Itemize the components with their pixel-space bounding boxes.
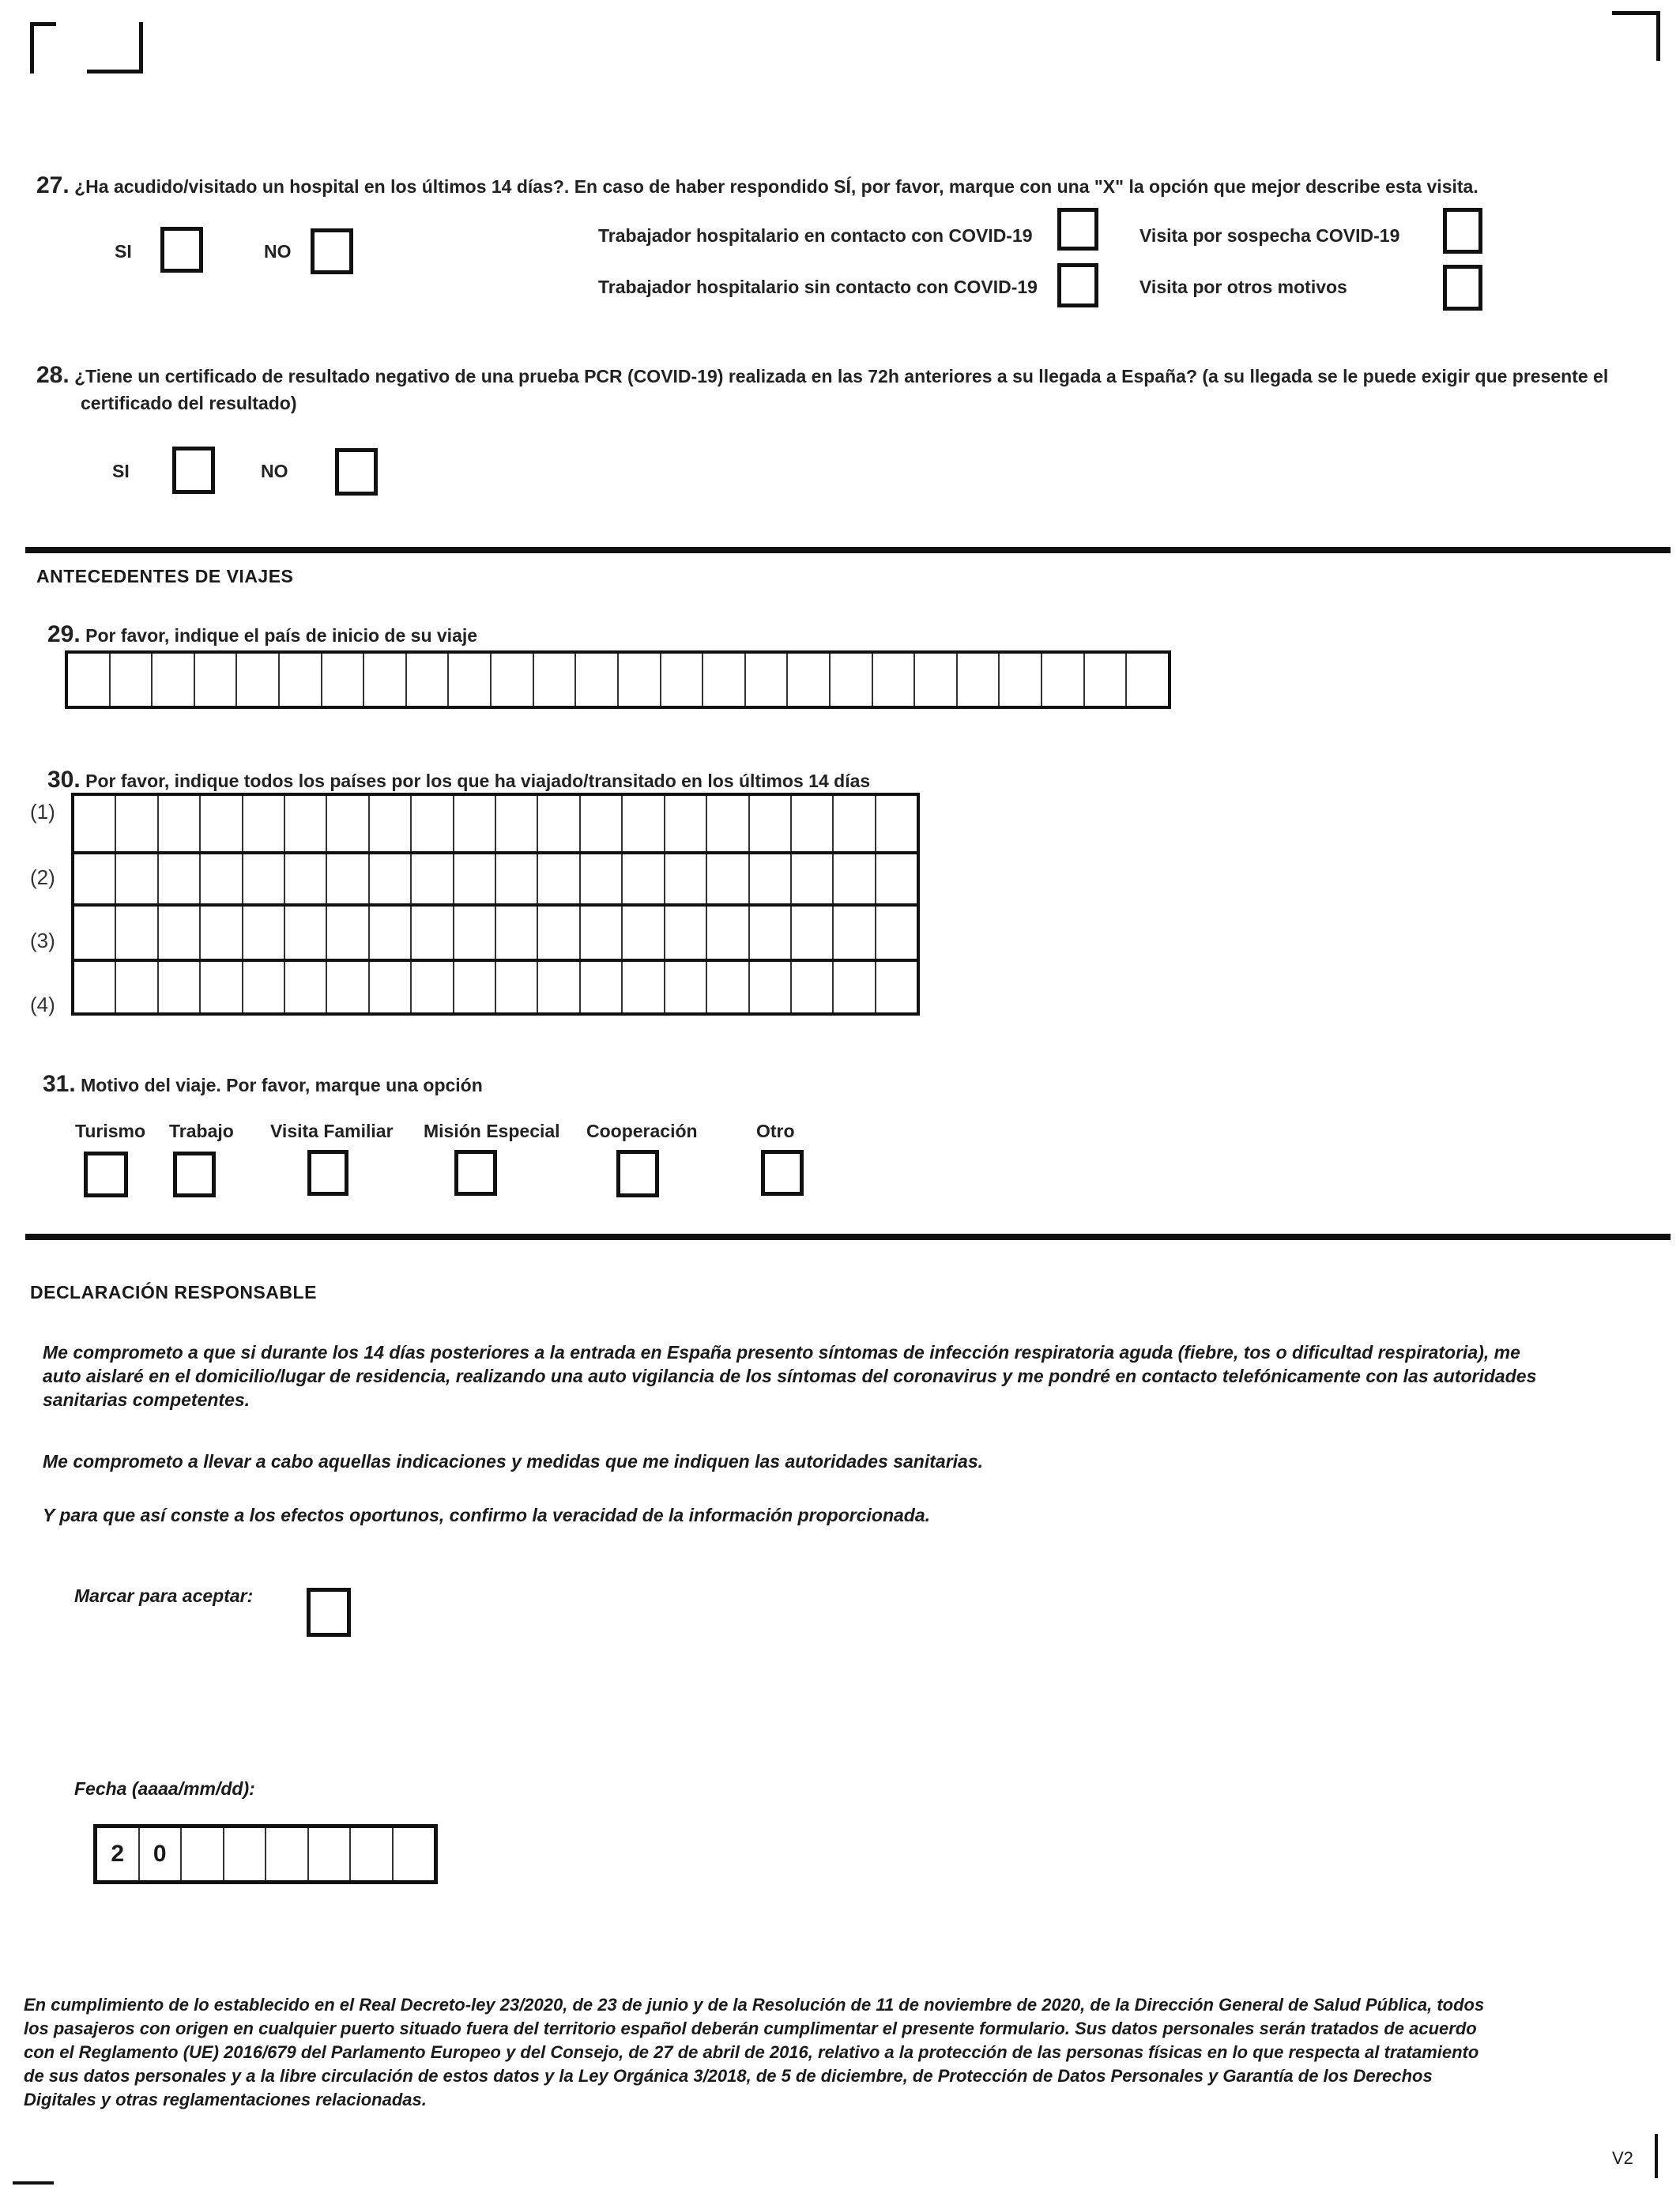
grid-cell[interactable]: [746, 654, 789, 706]
grid-cell[interactable]: [623, 796, 665, 851]
q30-row-label-3: (3): [30, 929, 55, 952]
grid-cell[interactable]: [496, 854, 538, 903]
q31-option-other: Otro: [756, 1121, 795, 1141]
grid-cell[interactable]: [876, 907, 917, 959]
q30-country-input-grid-4[interactable]: [71, 959, 920, 1016]
grid-cell[interactable]: [792, 854, 834, 903]
declaration-para3: Y para que así conste a los efectos oportunos, confirmo la veracidad de la información proporcionada.: [43, 1505, 931, 1525]
grid-cell[interactable]: [792, 796, 834, 851]
q28-no-checkbox[interactable]: [335, 448, 378, 496]
grid-cell[interactable]: [831, 654, 873, 706]
grid-cell[interactable]: [623, 907, 665, 959]
q31-option-work-checkbox[interactable]: [173, 1152, 216, 1197]
date-label: Fecha (aaaa/mm/dd):: [74, 1778, 255, 1799]
grid-cell[interactable]: [68, 654, 111, 706]
date-digit-cell[interactable]: [309, 1828, 352, 1880]
corner-mark-bottom-left: [13, 2181, 54, 2185]
date-digit-cell[interactable]: [224, 1828, 267, 1880]
grid-cell[interactable]: [581, 907, 623, 959]
grid-cell[interactable]: [665, 796, 707, 851]
q29-country-input-grid[interactable]: [65, 650, 1171, 709]
date-digit-cell[interactable]: 0: [140, 1828, 183, 1880]
q30-row-label-4: (4): [30, 993, 55, 1016]
grid-cell[interactable]: [619, 654, 661, 706]
grid-cell[interactable]: [159, 962, 201, 1012]
travel-section-title: ANTECEDENTES DE VIAJES: [36, 566, 294, 586]
grid-cell[interactable]: [370, 854, 412, 903]
grid-cell[interactable]: [665, 854, 707, 903]
grid-cell[interactable]: [873, 654, 916, 706]
legal-line1: En cumplimiento de lo establecido en el Real Decreto-ley 23/2020, de 23 de junio y de la Resolución de 11 de noviembre de 2020, de la Dirección General de Salud Pública, todos: [24, 1995, 1485, 2015]
q28-no-label: NO: [261, 461, 288, 481]
grid-cell[interactable]: [707, 854, 749, 903]
q27-text: ¿Ha acudido/visitado un hospital en los últimos 14 días?. En caso de haber respondido SÍ, por favor, marque con una "X" la opción que mejor describe esta visita.: [74, 176, 1478, 197]
grid-cell[interactable]: [201, 796, 243, 851]
q29-number: 29.: [47, 621, 81, 647]
q27-question: [36, 172, 1478, 199]
grid-cell[interactable]: [661, 654, 704, 706]
grid-cell[interactable]: [534, 654, 577, 706]
grid-cell[interactable]: [703, 654, 746, 706]
grid-cell[interactable]: [454, 854, 496, 903]
grid-cell[interactable]: [876, 962, 917, 1012]
grid-cell[interactable]: [116, 796, 158, 851]
legal-line5: Digitales y otras reglamentaciones relacionadas.: [24, 2090, 427, 2109]
grid-cell[interactable]: [243, 796, 285, 851]
grid-cell[interactable]: [496, 796, 538, 851]
grid-cell[interactable]: [581, 796, 623, 851]
grid-cell[interactable]: [74, 907, 116, 959]
grid-cell[interactable]: [915, 654, 958, 706]
q31-text: Motivo del viaje. Por favor, marque una opción: [81, 1075, 483, 1095]
q30-country-input-grid-1[interactable]: [71, 793, 920, 854]
q27-yes-label: SI: [115, 241, 132, 262]
grid-cell[interactable]: [581, 854, 623, 903]
grid-cell[interactable]: [370, 907, 412, 959]
grid-cell[interactable]: [159, 854, 201, 903]
grid-cell[interactable]: [792, 907, 834, 959]
q30-country-input-grid-2[interactable]: [71, 851, 920, 907]
grid-cell[interactable]: [322, 654, 365, 706]
q30-row-label-2: (2): [30, 865, 55, 889]
q31-option-special: Misión Especial: [424, 1121, 560, 1141]
grid-cell[interactable]: [243, 907, 285, 959]
grid-cell[interactable]: [834, 962, 876, 1012]
corner-mark-top-right: [1612, 11, 1660, 61]
declaration-para1-line1: Me comprometo a que si durante los 14 días posteriores a la entrada en España presento síntomas de infección respiratoria aguda (fiebre, tos o dificultad respiratoria), me: [43, 1342, 1520, 1363]
date-digit-cell[interactable]: [182, 1828, 224, 1880]
q30-text: Por favor, indique todos los países por los que ha viajado/transitado en los últimos 14 días: [85, 771, 871, 791]
q31-option-cooperation-checkbox[interactable]: [616, 1150, 659, 1197]
grid-cell[interactable]: [1042, 654, 1085, 706]
grid-cell[interactable]: [623, 962, 665, 1012]
grid-cell[interactable]: [195, 654, 238, 706]
q30-row-label-1: (1): [30, 800, 55, 824]
grid-cell[interactable]: [707, 907, 749, 959]
corner-mark-bottom-right: [1644, 2134, 1658, 2178]
corner-mark-top-left-2: [87, 22, 143, 74]
grid-cell[interactable]: [750, 962, 792, 1012]
date-digit-cell[interactable]: [394, 1828, 435, 1880]
q31-option-family: Visita Familiar: [270, 1121, 394, 1141]
version-label: V2: [1612, 2148, 1633, 2168]
legal-line2: los pasajeros con origen en cualquier puerto situado fuera del territorio español deberán cumplimentar el presente formulario. Sus datos personales serán tratados de acuerdo: [24, 2019, 1477, 2038]
grid-cell[interactable]: [623, 854, 665, 903]
declaration-para1-line3: sanitarias competentes.: [43, 1389, 250, 1410]
q28-line2: certificado del resultado): [81, 393, 297, 413]
q27-option-other: Visita por otros motivos: [1139, 277, 1347, 297]
q30-country-input-grid-3[interactable]: [71, 903, 920, 962]
q29-text: Por favor, indique el país de inicio de su viaje: [85, 625, 478, 646]
section-divider-2: [25, 1234, 1671, 1240]
grid-cell[interactable]: [665, 907, 707, 959]
grid-cell[interactable]: [496, 962, 538, 1012]
grid-cell[interactable]: [74, 854, 116, 903]
grid-cell[interactable]: [538, 854, 580, 903]
grid-cell[interactable]: [665, 962, 707, 1012]
q28-line1: ¿Tiene un certificado de resultado negativo de una prueba PCR (COVID-19) realizada en las 72h anteriores a su llegada a España? (a su llegada se le puede exigir que presente el: [74, 366, 1609, 386]
grid-cell[interactable]: [707, 962, 749, 1012]
grid-cell[interactable]: [538, 907, 580, 959]
grid-cell[interactable]: [243, 854, 285, 903]
grid-cell[interactable]: [707, 796, 749, 851]
q27-option-suspicion-checkbox[interactable]: [1443, 208, 1482, 254]
grid-cell[interactable]: [285, 907, 327, 959]
grid-cell[interactable]: [159, 796, 201, 851]
grid-cell[interactable]: [834, 854, 876, 903]
grid-cell[interactable]: [111, 654, 153, 706]
q31-number: 31.: [43, 1071, 76, 1097]
q30-question: [47, 767, 870, 794]
grid-cell[interactable]: [492, 654, 534, 706]
grid-cell[interactable]: [74, 796, 116, 851]
q28-number: 28.: [36, 362, 70, 388]
q27-option-suspicion: Visita por sospecha COVID-19: [1139, 225, 1400, 246]
q27-number: 27.: [36, 172, 70, 198]
declaration-title: DECLARACIÓN RESPONSABLE: [30, 1282, 317, 1302]
grid-cell[interactable]: [370, 796, 412, 851]
legal-line3: con el Reglamento (UE) 2016/679 del Parlamento Europeo y del Consejo, de 27 de abril de 2016, relativo a la protección de las personas físicas en lo que respecta al tratamiento: [24, 2042, 1479, 2062]
grid-cell[interactable]: [201, 962, 243, 1012]
grid-cell[interactable]: [750, 907, 792, 959]
section-divider-1: [25, 547, 1671, 553]
grid-cell[interactable]: [449, 654, 492, 706]
grid-cell[interactable]: [237, 654, 280, 706]
grid-cell[interactable]: [116, 854, 158, 903]
grid-cell[interactable]: [327, 907, 369, 959]
q30-number: 30.: [47, 767, 81, 793]
grid-cell[interactable]: [876, 854, 917, 903]
q27-option-no-contact: Trabajador hospitalario sin contacto con COVID-19: [598, 277, 1038, 297]
grid-cell[interactable]: [327, 796, 369, 851]
grid-cell[interactable]: [412, 962, 454, 1012]
q31-option-tourism-checkbox[interactable]: [84, 1152, 128, 1197]
q28-yes-label: SI: [112, 461, 130, 481]
grid-cell[interactable]: [788, 654, 831, 706]
grid-cell[interactable]: [285, 962, 327, 1012]
legal-line4: de sus datos personales y a la libre circulación de estos datos y la Ley Orgánica 3/2018, de 5 de diciembre, de Protección de Datos Personales y Garantía de los Derechos: [24, 2066, 1433, 2086]
grid-cell[interactable]: [750, 796, 792, 851]
grid-cell[interactable]: [576, 654, 619, 706]
grid-cell[interactable]: [327, 854, 369, 903]
grid-cell[interactable]: [285, 854, 327, 903]
grid-cell[interactable]: [958, 654, 1000, 706]
grid-cell[interactable]: [153, 654, 195, 706]
q31-option-tourism: Turismo: [75, 1121, 146, 1141]
grid-cell[interactable]: [412, 907, 454, 959]
grid-cell[interactable]: [243, 962, 285, 1012]
grid-cell[interactable]: [370, 962, 412, 1012]
q27-no-checkbox[interactable]: [311, 228, 353, 274]
grid-cell[interactable]: [750, 854, 792, 903]
declaration-para2: Me comprometo a llevar a cabo aquellas indicaciones y medidas que me indiquen las autoridades sanitarias.: [43, 1451, 984, 1472]
q29-question: [47, 621, 477, 648]
corner-mark-top-left: [30, 22, 56, 74]
q31-option-cooperation: Cooperación: [586, 1121, 698, 1141]
q31-option-other-checkbox[interactable]: [761, 1150, 804, 1196]
accept-checkbox[interactable]: [307, 1588, 351, 1637]
q27-option-other-checkbox[interactable]: [1443, 265, 1482, 311]
grid-cell[interactable]: [285, 796, 327, 851]
q31-question: [43, 1071, 483, 1098]
declaration-para1-line2: auto aislaré en el domicilio/lugar de residencia, realizando una auto vigilancia de los síntomas del coronavirus y me pondré en contacto telefónicamente con las autoridades: [43, 1366, 1537, 1386]
grid-cell[interactable]: [1085, 654, 1128, 706]
grid-cell[interactable]: [454, 796, 496, 851]
accept-label: Marcar para aceptar:: [74, 1585, 254, 1606]
grid-cell[interactable]: [280, 654, 322, 706]
grid-cell[interactable]: [116, 907, 158, 959]
grid-cell[interactable]: [496, 907, 538, 959]
grid-cell[interactable]: [538, 796, 580, 851]
date-digit-cell[interactable]: [266, 1828, 309, 1880]
q28-question: [36, 362, 1608, 389]
grid-cell[interactable]: [1127, 654, 1168, 706]
q31-option-special-checkbox[interactable]: [454, 1150, 497, 1196]
grid-cell[interactable]: [581, 962, 623, 1012]
q27-option-contact: Trabajador hospitalario en contacto con COVID-19: [598, 225, 1033, 246]
q27-yes-checkbox[interactable]: [160, 227, 203, 273]
date-digit-cell[interactable]: [351, 1828, 394, 1880]
grid-cell[interactable]: [412, 854, 454, 903]
q27-option-contact-checkbox[interactable]: [1057, 208, 1098, 251]
grid-cell[interactable]: [412, 796, 454, 851]
grid-cell[interactable]: [834, 796, 876, 851]
q27-option-no-contact-checkbox[interactable]: [1057, 263, 1098, 307]
grid-cell[interactable]: [116, 962, 158, 1012]
grid-cell[interactable]: [1000, 654, 1042, 706]
grid-cell[interactable]: [201, 854, 243, 903]
grid-cell[interactable]: [364, 654, 407, 706]
q31-option-family-checkbox[interactable]: [307, 1150, 348, 1196]
grid-cell[interactable]: [454, 907, 496, 959]
grid-cell[interactable]: [327, 962, 369, 1012]
grid-cell[interactable]: [792, 962, 834, 1012]
grid-cell[interactable]: [834, 907, 876, 959]
q31-option-work: Trabajo: [169, 1121, 234, 1141]
grid-cell[interactable]: [454, 962, 496, 1012]
grid-cell[interactable]: [407, 654, 450, 706]
grid-cell[interactable]: [538, 962, 580, 1012]
grid-cell[interactable]: [201, 907, 243, 959]
q27-no-label: NO: [264, 241, 292, 262]
date-input-grid[interactable]: [93, 1824, 438, 1884]
grid-cell[interactable]: [74, 962, 116, 1012]
q28-yes-checkbox[interactable]: [172, 447, 215, 494]
date-digit-cell[interactable]: 2: [97, 1828, 140, 1880]
grid-cell[interactable]: [159, 907, 201, 959]
grid-cell[interactable]: [876, 796, 917, 851]
